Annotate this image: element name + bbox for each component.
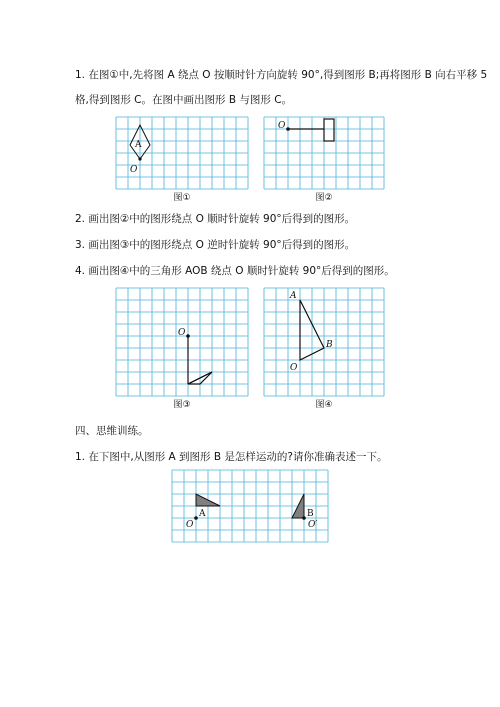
question-2: 2. 画出图②中的图形绕点 O 顺时针旋转 90°后得到的图形。 <box>75 213 356 225</box>
fig2-label-o: O <box>278 121 286 131</box>
question-5: 1. 在下图中,从图形 A 到图形 B 是怎样运动的?请你准确表述一下。 <box>75 451 388 463</box>
fig2-rectangle <box>324 119 334 141</box>
question-1-line-1: 1. 在图①中,先将图 A 绕点 O 按顺时针方向旋转 90°,得到图形 B;再将图形 B 向右平移 5 <box>75 69 488 81</box>
question-3: 3. 画出图③中的图形绕点 O 逆时针旋转 90°后得到的图形。 <box>75 239 356 251</box>
figure-2-caption: 图② <box>315 193 333 203</box>
fig5-label-a: A <box>199 509 206 519</box>
fig2-point-o <box>286 127 290 131</box>
fig4-label-a: A <box>290 291 297 301</box>
fig5-point-o2 <box>302 516 306 520</box>
figure-3-caption: 图③ <box>173 400 191 410</box>
fig5-point-o <box>194 516 198 520</box>
figure-1-grid <box>116 117 248 189</box>
fig1-label-o: O <box>130 165 138 175</box>
fig5-label-b: B <box>307 509 314 519</box>
fig5-label-o2: O′ <box>308 520 318 530</box>
figure-5-gridlines <box>172 470 328 542</box>
figure-2-grid <box>264 117 384 189</box>
fig3-point-o <box>186 334 190 338</box>
figure-3-gridlines <box>116 288 248 396</box>
figure-4-gridlines <box>264 288 384 396</box>
figure-4-grid <box>264 288 384 396</box>
fig4-label-b: B <box>326 340 333 350</box>
figure-3-grid <box>116 288 248 396</box>
figure-4-caption: 图④ <box>315 400 333 410</box>
fig5-label-o: O <box>186 520 194 530</box>
fig1-point-o <box>138 157 141 160</box>
question-4: 4. 画出图④中的三角形 AOB 绕点 O 顺时针旋转 90°后得到的图形。 <box>75 265 395 277</box>
fig1-label-a: A <box>135 140 142 150</box>
fig3-label-o: O <box>178 328 186 338</box>
figure-1-caption: 图① <box>173 193 191 203</box>
figure-5-grid <box>172 470 328 542</box>
section-4-heading: 四、思维训练。 <box>75 425 149 437</box>
fig4-label-o: O <box>290 363 298 373</box>
question-1-line-2: 格,得到图形 C。在图中画出图形 B 与图形 C。 <box>75 94 293 106</box>
